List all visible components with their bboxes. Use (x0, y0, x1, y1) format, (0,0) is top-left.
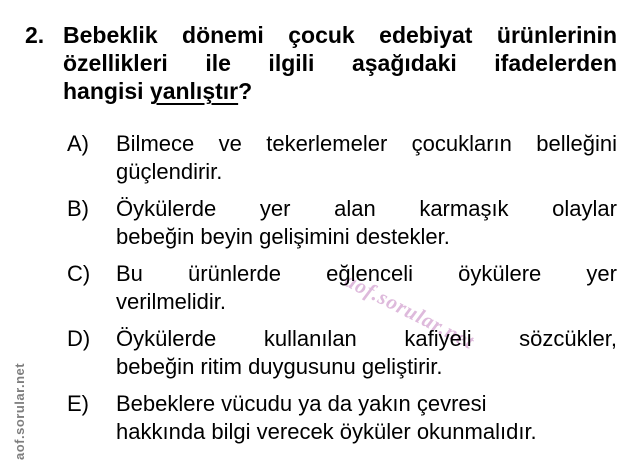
option-b-text (116, 195, 617, 251)
question-text (63, 21, 617, 105)
option-c-text (116, 260, 617, 316)
option-c-line-1: Bu ürünlerde eğlenceli öykülere yer (116, 261, 617, 286)
option-b-label: B) (67, 196, 89, 221)
question-line-1: Bebeklik dönemi çocuk edebiyat ürünlerinin (63, 22, 617, 48)
option-e (67, 390, 638, 446)
option-d-line-2: bebeğin ritim duygusunu geliştirir. (116, 354, 443, 379)
option-c-label: C) (67, 261, 91, 286)
option-d-line-1: Öykülerde kullanılan kafiyeli sözcükler, (116, 326, 617, 351)
option-c (67, 260, 638, 316)
option-b-line-1: Öykülerde yer alan karmaşık olaylar (116, 196, 617, 221)
question-number: 2. (25, 22, 45, 48)
question-line-3 (63, 77, 617, 105)
watermark-diagonal: aof.sorular.net (341, 268, 479, 354)
option-a-text (116, 130, 617, 186)
question-line-3-suffix: ? (238, 78, 253, 104)
option-d (67, 325, 638, 381)
option-d-text (116, 325, 617, 381)
option-e-label: E) (67, 391, 89, 416)
option-e-line-2: hakkında bilgi verecek öyküler okunmalıdır. (116, 419, 537, 444)
option-a (67, 130, 638, 186)
watermark-vertical: aof.sorular.net (12, 362, 27, 460)
option-a-line-2: güçlendirir. (116, 159, 223, 184)
option-d-label: D) (67, 326, 91, 351)
options-list (67, 130, 638, 446)
option-b-line-2: bebeğin beyin gelişimini destekler. (116, 224, 450, 249)
question-block (0, 0, 638, 105)
option-a-label: A) (67, 131, 89, 156)
option-e-text (116, 390, 617, 446)
question-line-2: özellikleri ile ilgili aşağıdaki ifadelerden (63, 50, 617, 76)
option-a-line-1: Bilmece ve tekerlemeler çocukların belleğini (116, 131, 617, 156)
question-line-3-prefix: hangisi (63, 78, 150, 104)
option-b (67, 195, 638, 251)
option-c-line-2: verilmelidir. (116, 289, 227, 314)
option-e-line-1: Bebeklere vücudu ya da yakın çevresi (116, 391, 487, 416)
question-keyword-underlined: yanlıştır (149, 78, 239, 104)
